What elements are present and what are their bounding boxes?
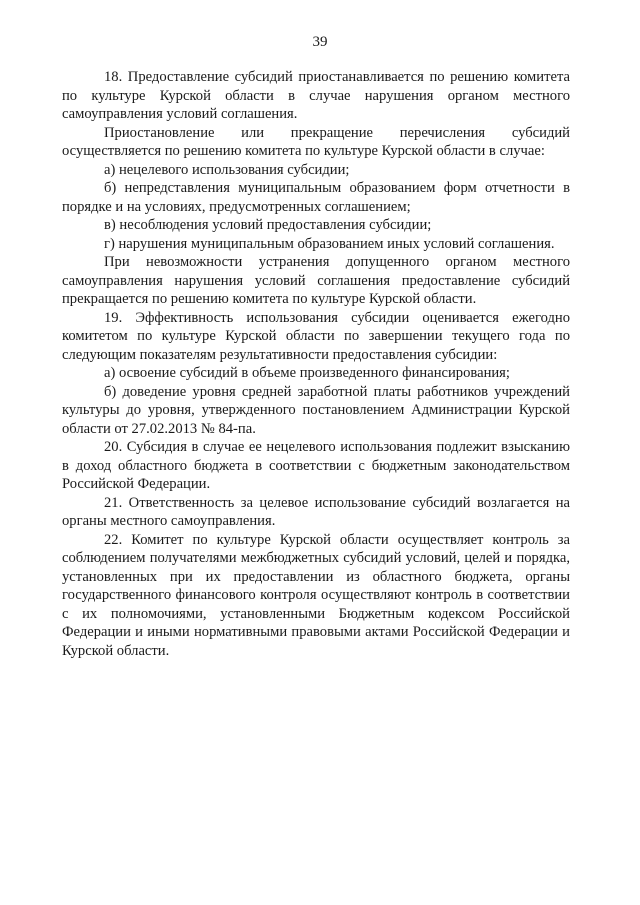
paragraph-termination: При невозможности устранения допущенного органом местного самоуправления нарушения условий соглашения предоставление субсидий прекращается по решению комитета по культуре Курской области. bbox=[62, 254, 570, 307]
indicator-a: а) освоение субсидий в объеме произведенного финансирования; bbox=[104, 365, 510, 381]
paragraph-22: 22. Комитет по культуре Курской области осуществляет контроль за соблюдением получателями межбюджетных субсидий условий, целей и порядка, установленных при их предоставлении из областного бюджета, органы государственного финансового контроля осуществляют контроль в соответствии с их полномочиями, установленными Бюджетным кодексом Российской Федерации и иными нормативными правовыми актами Российской Федерации и Курской области. bbox=[62, 531, 570, 659]
paragraph-20: 20. Субсидия в случае ее нецелевого использования подлежит взысканию в доход областного бюджета в соответствии с бюджетным законодательством Российской Федерации. bbox=[62, 439, 570, 492]
paragraph-18: 18. Предоставление субсидий приостанавливается по решению комитета по культуре Курской области в случае нарушения органом местного самоуправления условий соглашения. bbox=[62, 69, 570, 122]
indicator-b: б) доведение уровня средней заработной платы работников учреждений культуры до уровня, утвержденного постановлением Администрации Курской области от 27.02.2013 № 84-па. bbox=[62, 383, 570, 437]
list-item-g: г) нарушения муниципальным образованием иных условий соглашения. bbox=[104, 235, 555, 252]
paragraph-21: 21. Ответственность за целевое использование субсидий возлагается на органы местного самоуправления. bbox=[62, 494, 570, 529]
list-item-b: б) непредставления муниципальным образованием форм отчетности в порядке и на условиях, предусмотренных соглашением; bbox=[62, 180, 570, 215]
paragraph-suspension-intro: Приостановление или прекращение перечисления субсидий осуществляется по решению комитета по культуре Курской области в случае: bbox=[62, 124, 570, 159]
list-item-a: а) нецелевого использования субсидии; bbox=[104, 161, 350, 178]
page-number: 39 bbox=[312, 34, 328, 50]
paragraph-19: 19. Эффективность использования субсидии оценивается ежегодно комитетом по культуре Курской области по завершении текущего года по следующим показателям результативности предоставления субсидии: bbox=[62, 309, 570, 363]
document-body bbox=[62, 68, 570, 660]
list-item-v: в) несоблюдения условий предоставления субсидии; bbox=[104, 217, 432, 233]
